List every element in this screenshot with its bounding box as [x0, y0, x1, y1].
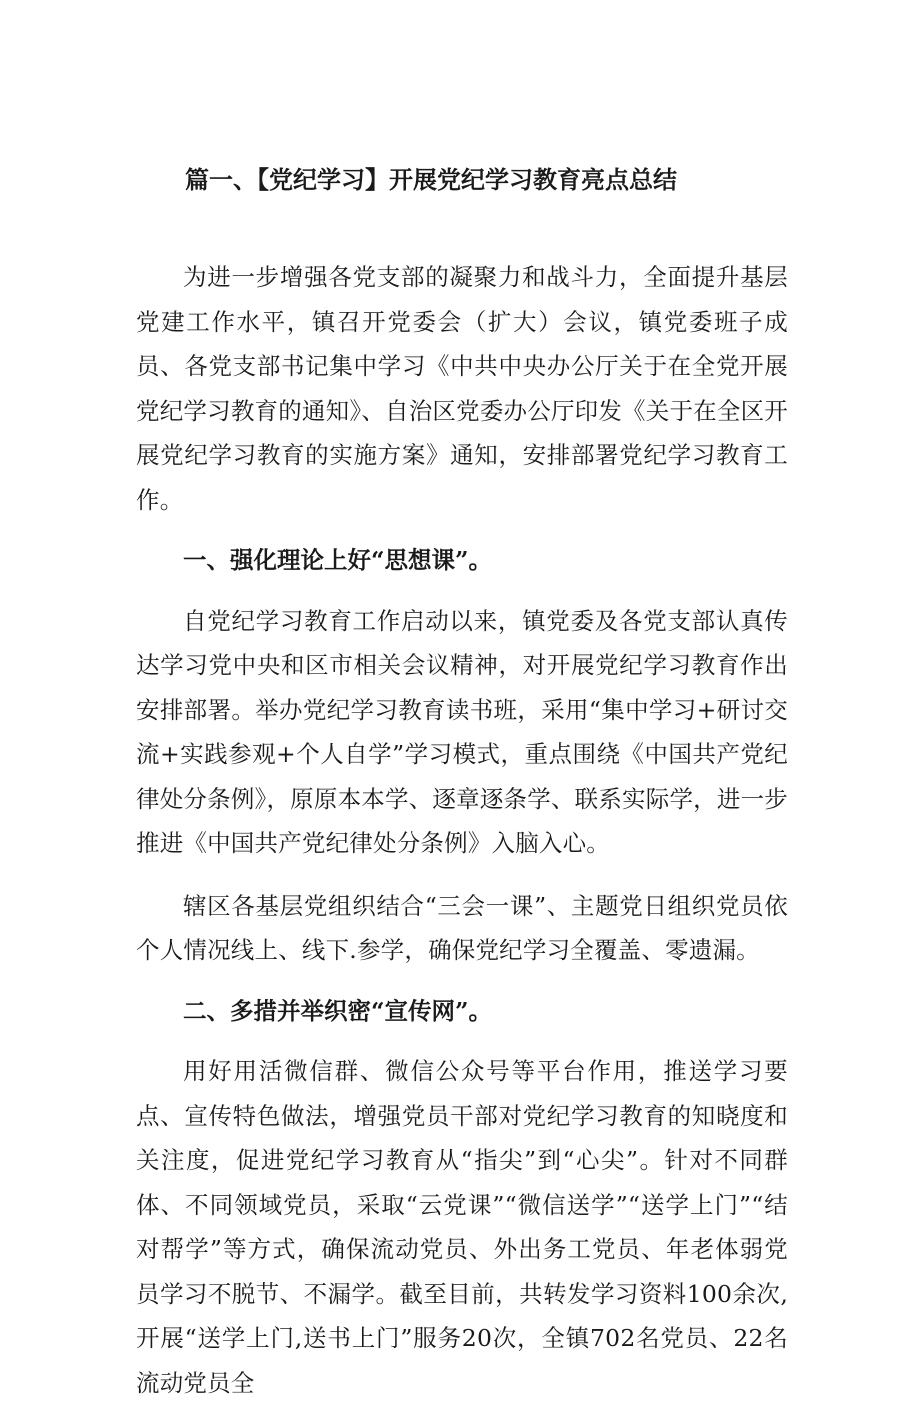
- section-heading-2: 二、多措并举织密“宣传网”。: [183, 996, 493, 1025]
- document-title: 篇一、【党纪学习】开展党纪学习教育亮点总结: [185, 165, 677, 194]
- document-body: [136, 255, 788, 1405]
- section-heading-1: 一、强化理论上好“思想课”。: [183, 546, 493, 574]
- section-1-paragraph-1: 自党纪学习教育工作启动以来，镇党委及各党支部认真传达学习党中央和区市相关会议精神，对开展党纪学习教育作出安排部署。举办党纪学习教育读书班，采用“集中学习+研讨交流+实践参观+个人自学”学习模式，重点围绕《中国共产党纪律处分条例》，原原本本学、逐章逐条学、联系实际学，进一步推进《中国共产党纪律处分条例》入脑入心。: [136, 606, 788, 857]
- section-1-paragraph-2: 辖区各基层党组织结合“三会一课”、主题党日组织党员依个人情况线上、线下.参学，确保党纪学习全覆盖、零遗漏。: [136, 891, 788, 964]
- section-2-paragraph-1: 用好用活微信群、微信公众号等平台作用，推送学习要点、宣传特色做法，增强党员干部对党纪学习教育的知晓度和关注度，促进党纪学习教育从“指尖”到“心尖”。针对不同群体、不同领域党员，采取“云党课”“微信送学”“送学上门”“结对帮学”等方式，确保流动党员、外出务工党员、年老体弱党员学习不脱节、不漏学。截至目前，共转发学习资料100余次,开展“送学上门,送书上门”服务20次，全镇702名党员、22名流动党员全: [136, 1057, 788, 1397]
- intro-paragraph: 为进一步增强各党支部的凝聚力和战斗力，全面提升基层党建工作水平，镇召开党委会（扩大）会议，镇党委班子成员、各党支部书记集中学习《中共中央办公厅关于在全党开展党纪学习教育的通知》、自治区党委办公厅印发《关于在全区开展党纪学习教育的实施方案》通知，安排部署党纪学习教育工作。: [136, 263, 788, 514]
